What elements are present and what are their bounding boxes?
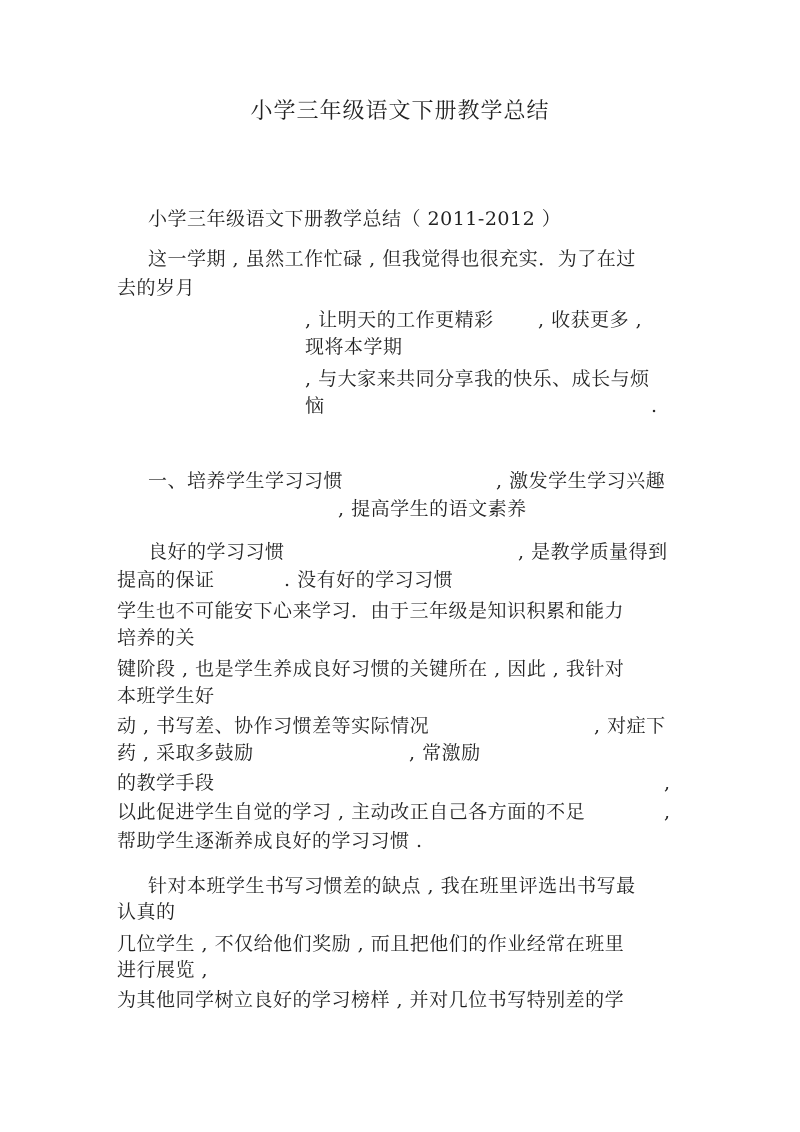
- para-2-line-5: 为其他同学树立良好的学习榜样 , 并对几位书写特别差的学: [117, 989, 625, 1011]
- intro-line-4: 现将本学期: [305, 336, 403, 358]
- intro-line-3b: , 收获更多 ,: [538, 309, 643, 331]
- para-1-line-1b: , 是教学质量得到: [518, 541, 668, 563]
- para-1-line-2b: . 没有好的学习习惯: [284, 569, 454, 591]
- para-1-line-9a: 的教学手段: [117, 772, 215, 794]
- section-1-heading-c: , 提高学生的语文素养: [338, 498, 527, 520]
- section-1-heading-b: , 激发学生学习兴趣: [496, 470, 666, 492]
- para-2-line-4: 进行展览 ,: [117, 959, 209, 981]
- section-1-heading-a: 一、培养学生学习习惯: [148, 470, 344, 492]
- para-1-line-10b: ,: [664, 801, 671, 823]
- para-1-line-7a: 动 , 书写差、协作习惯差等实际情况: [117, 715, 430, 737]
- para-1-line-9b: ,: [664, 772, 671, 794]
- intro-line-3a: , 让明天的工作更精彩: [305, 309, 494, 331]
- para-1-line-6: 本班学生好: [117, 685, 215, 707]
- para-2-line-1: 针对本班学生书写习惯差的缺点 , 我在班里评选出书写最: [148, 875, 636, 897]
- para-1-line-5: 键阶段 , 也是学生养成良好习惯的关键所在 , 因此 , 我针对: [117, 658, 625, 680]
- document-title: 小学三年级语文下册教学总结: [250, 99, 550, 124]
- para-1-line-1a: 良好的学习习惯: [148, 541, 285, 563]
- intro-line-5: , 与大家来共同分享我的快乐、成长与烦: [305, 368, 650, 390]
- intro-line-6b: .: [651, 395, 658, 417]
- para-1-line-8a: 药 , 采取多鼓励: [117, 742, 254, 764]
- para-1-line-8b: , 常激励: [409, 742, 481, 764]
- para-1-line-11: 帮助学生逐渐养成良好的学习习惯 .: [117, 830, 423, 852]
- para-1-line-10a: 以此促进学生自觉的学习 , 主动改正自己各方面的不足: [117, 801, 586, 823]
- intro-line-2: 去的岁月: [117, 277, 196, 299]
- intro-line-6a: 恼: [305, 395, 325, 417]
- para-2-line-2: 认真的: [117, 901, 176, 923]
- para-2-line-3: 几位学生 , 不仅给他们奖励 , 而且把他们的作业经常在班里: [117, 933, 625, 955]
- para-1-line-3: 学生也不可能安下心来学习．由于三年级是知识积累和能力: [117, 600, 625, 622]
- document-subtitle: 小学三年级语文下册教学总结（ 2011-2012 ）: [148, 208, 562, 230]
- para-1-line-2a: 提高的保证: [117, 569, 215, 591]
- intro-line-1: 这一学期 , 虽然工作忙碌 , 但我觉得也很充实．为了在过: [148, 248, 636, 270]
- para-1-line-7b: , 对症下: [594, 715, 666, 737]
- para-1-line-4: 培养的关: [117, 627, 196, 649]
